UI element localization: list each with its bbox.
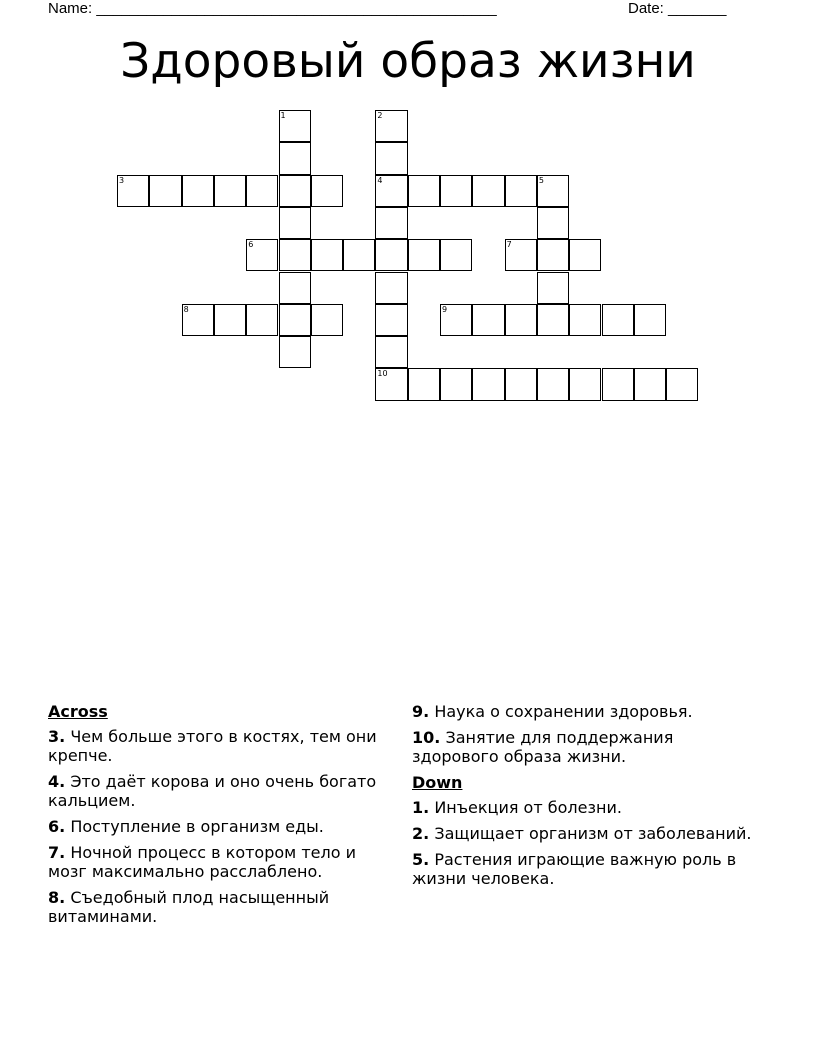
grid-cell[interactable]	[279, 336, 311, 368]
clue-text: Съедобный плод насыщенный витаминами.	[48, 888, 330, 926]
name-field[interactable]: Name: ________________________________________________	[48, 0, 497, 17]
grid-cell[interactable]	[311, 239, 343, 271]
grid-cell[interactable]	[149, 175, 181, 207]
clue-text: Поступление в организм еды.	[70, 817, 324, 836]
grid-cell[interactable]	[182, 304, 214, 336]
grid-cell[interactable]	[537, 239, 569, 271]
clue-number-label: 3	[119, 175, 125, 185]
grid-cell[interactable]	[569, 304, 601, 336]
clue-number-label: 9	[442, 304, 448, 314]
grid-cell[interactable]	[214, 175, 246, 207]
grid-cell[interactable]	[537, 175, 569, 207]
clue-number-label: 4	[377, 175, 383, 185]
grid-cell[interactable]	[279, 304, 311, 336]
clue-down-2	[412, 824, 762, 843]
grid-cell[interactable]	[279, 142, 311, 174]
clue-number-label: 7	[506, 240, 512, 250]
clue-number: 4.	[48, 772, 66, 791]
clue-text: Защищает организм от заболеваний.	[434, 824, 752, 843]
grid-cell[interactable]	[440, 175, 472, 207]
clue-across-9	[412, 702, 762, 721]
grid-cell[interactable]	[246, 175, 278, 207]
grid-cell[interactable]	[569, 368, 601, 400]
clue-number-label: 8	[183, 304, 189, 314]
grid-cell[interactable]	[279, 239, 311, 271]
grid-cell[interactable]	[537, 207, 569, 239]
grid-cell[interactable]	[375, 368, 407, 400]
clue-text: Инъекция от болезни.	[434, 798, 622, 817]
date-field[interactable]: Date: _______	[628, 0, 727, 17]
clue-number: 3.	[48, 727, 66, 746]
clue-number: 7.	[48, 843, 66, 862]
across-heading: Across	[48, 702, 108, 721]
grid-cell[interactable]	[279, 110, 311, 142]
clue-number: 8.	[48, 888, 66, 907]
grid-cell[interactable]	[505, 175, 537, 207]
grid-cell[interactable]	[279, 272, 311, 304]
clue-number: 10.	[412, 728, 441, 747]
clue-text: Растения играющие важную роль в жизни человека.	[412, 850, 737, 888]
clue-number-label: 5	[538, 175, 544, 185]
grid-cell[interactable]	[472, 368, 504, 400]
grid-cell[interactable]	[440, 304, 472, 336]
clue-across-3	[48, 727, 393, 765]
clue-number: 6.	[48, 817, 66, 836]
crossword-grid	[0, 0, 816, 420]
grid-cell[interactable]	[246, 239, 278, 271]
clue-across-8	[48, 888, 393, 926]
grid-cell[interactable]	[343, 239, 375, 271]
clue-number: 2.	[412, 824, 430, 843]
grid-cell[interactable]	[408, 239, 440, 271]
clue-across-7	[48, 843, 393, 881]
clue-number-label: 2	[377, 111, 383, 120]
grid-cell[interactable]	[537, 304, 569, 336]
grid-cell[interactable]	[375, 336, 407, 368]
grid-cell[interactable]	[569, 239, 601, 271]
grid-cell[interactable]	[472, 304, 504, 336]
clue-across-4	[48, 772, 393, 810]
grid-cell[interactable]	[117, 175, 149, 207]
grid-cell[interactable]	[182, 175, 214, 207]
grid-cell[interactable]	[408, 175, 440, 207]
grid-cell[interactable]	[602, 368, 634, 400]
grid-cell[interactable]	[505, 304, 537, 336]
grid-cell[interactable]	[214, 304, 246, 336]
down-heading: Down	[412, 773, 463, 792]
grid-cell[interactable]	[634, 368, 666, 400]
grid-cell[interactable]	[375, 239, 407, 271]
grid-cell[interactable]	[440, 239, 472, 271]
page-title: Здоровый образ жизни	[120, 34, 696, 89]
clue-text: Чем больше этого в костях, тем они крепче.	[48, 727, 377, 765]
grid-cell[interactable]	[375, 142, 407, 174]
grid-cell[interactable]	[634, 304, 666, 336]
clues-right-column	[412, 702, 762, 895]
clue-number: 9.	[412, 702, 430, 721]
grid-cell[interactable]	[375, 272, 407, 304]
clue-number-label: 6	[248, 240, 254, 250]
grid-cell[interactable]	[537, 272, 569, 304]
clue-number: 5.	[412, 850, 430, 869]
clue-number: 1.	[412, 798, 430, 817]
clue-down-5	[412, 850, 762, 888]
clue-text: Ночной процесс в котором тело и мозг максимально расслаблено.	[48, 843, 356, 881]
grid-cell[interactable]	[375, 207, 407, 239]
grid-cell[interactable]	[602, 304, 634, 336]
grid-cell[interactable]	[311, 304, 343, 336]
clue-text: Это даёт корова и оно очень богато кальцием.	[48, 772, 377, 810]
grid-cell[interactable]	[375, 110, 407, 142]
grid-cell[interactable]	[279, 175, 311, 207]
clue-across-10	[412, 728, 762, 766]
grid-cell[interactable]	[505, 368, 537, 400]
grid-cell[interactable]	[311, 175, 343, 207]
grid-cell[interactable]	[440, 368, 472, 400]
grid-cell[interactable]	[666, 368, 698, 400]
grid-cell[interactable]	[408, 368, 440, 400]
clue-text: Занятие для поддержания здорового образа жизни.	[412, 728, 674, 766]
clue-number-label: 1	[280, 111, 286, 120]
grid-cell[interactable]	[472, 175, 504, 207]
grid-cell[interactable]	[375, 304, 407, 336]
grid-cell[interactable]	[246, 304, 278, 336]
grid-cell[interactable]	[505, 239, 537, 271]
clue-text: Наука о сохранении здоровья.	[434, 702, 693, 721]
grid-cell[interactable]	[375, 175, 407, 207]
clue-across-6	[48, 817, 393, 836]
grid-cell[interactable]	[537, 368, 569, 400]
clues-left-column	[48, 702, 393, 933]
grid-cell[interactable]	[279, 207, 311, 239]
clue-number-label: 10	[377, 369, 388, 379]
clue-down-1	[412, 798, 762, 817]
